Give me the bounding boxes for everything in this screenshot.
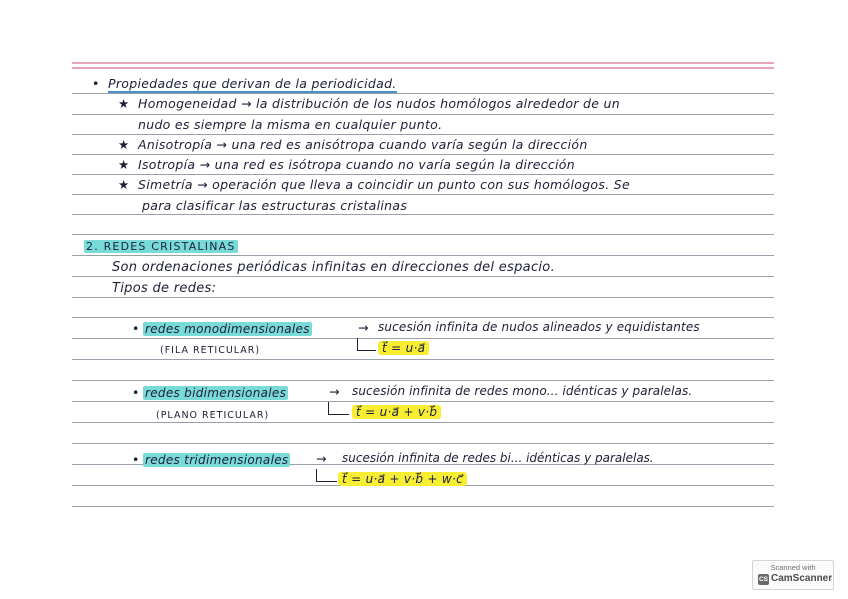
camscanner-watermark bbox=[752, 560, 834, 590]
bullet-icon: • bbox=[132, 452, 140, 467]
type-bi-formula: t⃗ = u·a⃗ + v·b⃗ bbox=[352, 405, 441, 419]
section2-intro: Son ordenaciones periódicas infinitas en direcciones del espacio. bbox=[112, 260, 555, 275]
camscanner-logo-icon: CS bbox=[758, 576, 769, 583]
ruled-line bbox=[72, 276, 774, 277]
ruled-line bbox=[72, 338, 774, 339]
ruled-line bbox=[72, 134, 774, 135]
type-tri-description: sucesión infinita de redes bi... idénticas y paralelas. bbox=[342, 451, 654, 465]
arrow-icon: → bbox=[329, 384, 340, 399]
ruled-line bbox=[72, 359, 774, 360]
type-mono-alt: (FILA RETICULAR) bbox=[160, 345, 261, 356]
arrow-icon: → bbox=[316, 451, 327, 466]
type-mono-description: sucesión infinita de nudos alineados y equidistantes bbox=[378, 320, 700, 334]
type-bi-name: redes bidimensionales bbox=[145, 386, 287, 400]
ruled-line bbox=[72, 422, 774, 423]
star-icon: ★ bbox=[118, 177, 130, 192]
anisotropia-line: Anisotropía → una red es anisótropa cuando varía según la dirección bbox=[138, 137, 588, 152]
ruled-line bbox=[72, 297, 774, 298]
types-label: Tipos de redes: bbox=[112, 281, 217, 296]
section2-heading: 2. REDES CRISTALINAS bbox=[86, 240, 236, 253]
star-icon: ★ bbox=[118, 137, 130, 152]
branch-bracket bbox=[357, 338, 376, 351]
isotropia-line: Isotropía → una red es isótropa cuando no varía según la dirección bbox=[138, 157, 575, 172]
ruled-line bbox=[72, 114, 774, 115]
bullet-icon: • bbox=[92, 76, 100, 91]
ruled-line bbox=[72, 380, 774, 381]
arrow-icon: → bbox=[358, 320, 369, 335]
type-bi-description: sucesión infinita de redes mono... idénticas y paralelas. bbox=[352, 384, 693, 398]
ruled-line bbox=[72, 234, 774, 235]
ruled-line bbox=[72, 401, 774, 402]
section1-heading: Propiedades que derivan de la periodicidad. bbox=[108, 76, 397, 91]
type-mono-formula: t⃗ = u·a⃗ bbox=[378, 341, 429, 355]
watermark-caption: Scanned with bbox=[770, 563, 816, 572]
type-mono-name: redes monodimensionales bbox=[145, 322, 310, 336]
ruled-line bbox=[72, 154, 774, 155]
ruled-line bbox=[72, 443, 774, 444]
ruled-line bbox=[72, 506, 774, 507]
ruled-line bbox=[72, 93, 774, 94]
ruled-line bbox=[72, 194, 774, 195]
ruled-line bbox=[72, 255, 774, 256]
bullet-icon: • bbox=[132, 321, 140, 336]
homogeneidad-line-2: nudo es siempre la misma en cualquier punto. bbox=[138, 117, 443, 132]
ruled-line bbox=[72, 174, 774, 175]
branch-bracket bbox=[316, 469, 337, 482]
type-tri-name: redes tridimensionales bbox=[145, 453, 289, 467]
ruled-line bbox=[72, 317, 774, 318]
star-icon: ★ bbox=[118, 157, 130, 172]
type-tri-formula: t⃗ = u·a⃗ + v·b⃗ + w·c⃗ bbox=[338, 472, 467, 486]
ruled-line bbox=[72, 214, 774, 215]
bullet-icon: • bbox=[132, 385, 140, 400]
homogeneidad-line-1: Homogeneidad → la distribución de los nudos homólogos alrededor de un bbox=[138, 96, 620, 111]
star-icon: ★ bbox=[118, 96, 130, 111]
branch-bracket bbox=[328, 402, 349, 415]
type-bi-alt: (PLANO RETICULAR) bbox=[156, 410, 270, 421]
simetria-line-2: para clasificar las estructuras cristalinas bbox=[142, 198, 408, 213]
header-margin-line bbox=[72, 62, 774, 64]
header-margin-line bbox=[72, 67, 774, 69]
simetria-line-1: Simetría → operación que lleva a coincidir un punto con sus homólogos. Se bbox=[138, 177, 630, 192]
watermark-brand: CamScanner bbox=[771, 573, 833, 584]
